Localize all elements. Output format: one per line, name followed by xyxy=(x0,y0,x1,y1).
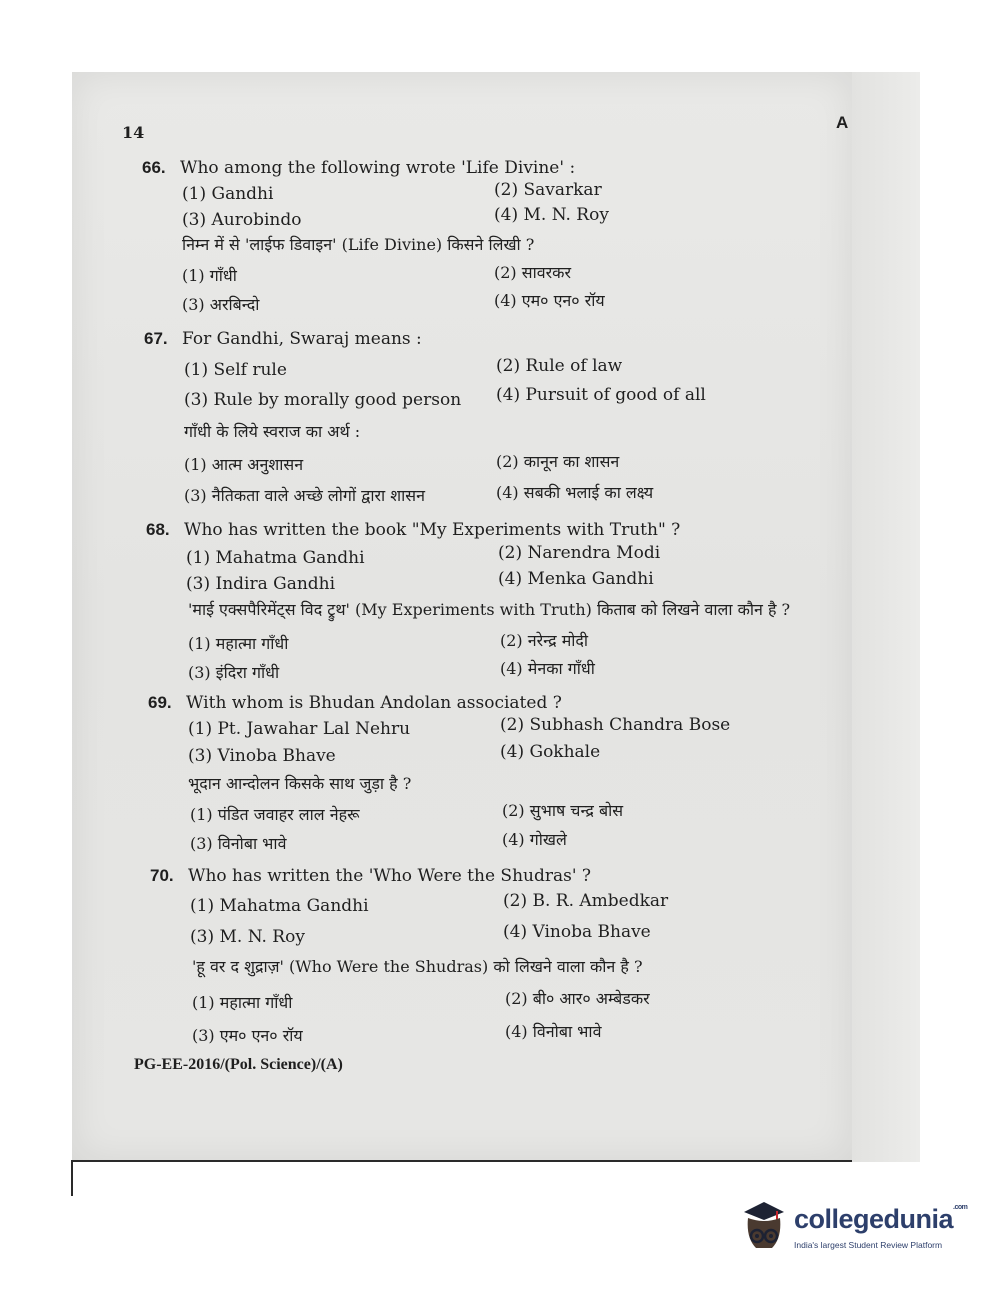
question-text-hi: 'माई एक्सपैरिमेंट्स विद ट्रुथ' (My Experiments with Truth) किताब को लिखने वाला कौन है ? xyxy=(188,600,791,619)
hi-option-2: (2) सावरकर xyxy=(494,263,571,282)
question-number: 68. xyxy=(146,520,170,539)
scan-border-left xyxy=(71,1160,73,1196)
hi-option-2: (2) सुभाष चन्द्र बोस xyxy=(502,801,624,820)
question-text-hi: गाँधी के लिये स्वराज का अर्थ : xyxy=(184,422,361,441)
question-number: 70. xyxy=(150,866,174,885)
question-text-en: 68. Who has written the book "My Experiments with Truth" ? xyxy=(146,520,681,540)
option-3: (3) M. N. Roy xyxy=(190,927,305,947)
question-text-en: 66. Who among the following wrote 'Life Divine' : xyxy=(142,158,576,178)
hi-option-1: (1) गाँधी xyxy=(182,266,237,285)
hi-option-4: (4) मेनका गाँधी xyxy=(500,659,595,678)
hi-option-1: (1) पंडित जवाहर लाल नेहरू xyxy=(190,805,360,824)
page-number: 14 xyxy=(122,123,145,142)
option-2: (2) Subhash Chandra Bose xyxy=(500,715,731,735)
hi-option-2: (2) नरेन्द्र मोदी xyxy=(500,631,589,650)
hi-option-4: (4) सबकी भलाई का लक्ष्य xyxy=(496,483,654,502)
option-1: (1) Mahatma Gandhi xyxy=(190,896,369,916)
question-number: 66. xyxy=(142,158,166,177)
question-text-en: 69. With whom is Bhudan Andolan associated ? xyxy=(148,693,562,713)
hi-option-1: (1) महात्मा गाँधी xyxy=(188,634,289,653)
brand-tagline: India's largest Student Review Platform xyxy=(794,1240,943,1250)
scanned-page-edge xyxy=(852,72,920,1162)
set-code: A xyxy=(836,113,849,132)
option-4: (4) Menka Gandhi xyxy=(498,569,654,589)
hi-option-2: (2) बी० आर० अम्बेडकर xyxy=(505,989,650,1008)
hi-option-3: (3) एम० एन० रॉय xyxy=(192,1026,303,1045)
hi-option-3: (3) अरबिन्दो xyxy=(182,295,260,314)
question-text-en: 67. For Gandhi, Swaraj means : xyxy=(144,329,422,349)
option-1: (1) Mahatma Gandhi xyxy=(186,548,365,568)
hi-option-3: (3) इंदिरा गाँधी xyxy=(188,663,280,682)
hi-option-1: (1) महात्मा गाँधी xyxy=(192,993,293,1012)
option-1: (1) Gandhi xyxy=(182,184,274,204)
hi-option-4: (4) विनोबा भावे xyxy=(505,1022,602,1041)
hi-option-3: (3) विनोबा भावे xyxy=(190,834,287,853)
option-2: (2) B. R. Ambedkar xyxy=(503,891,669,911)
option-1: (1) Self rule xyxy=(184,360,287,380)
hi-option-3: (3) नैतिकता वाले अच्छे लोगों द्वारा शासन xyxy=(184,486,425,505)
option-4: (4) Gokhale xyxy=(500,742,601,762)
brand-name: collegedunia$^{.com}$ xyxy=(794,1204,968,1234)
option-1: (1) Pt. Jawahar Lal Nehru xyxy=(188,719,411,739)
hi-option-4: (4) गोखले xyxy=(502,830,567,849)
option-2: (2) Savarkar xyxy=(494,180,602,200)
question-number: 67. xyxy=(144,329,168,348)
question-number: 69. xyxy=(148,693,172,712)
option-3: (3) Vinoba Bhave xyxy=(188,746,336,766)
option-2: (2) Narendra Modi xyxy=(498,543,661,563)
question-text-hi: निम्न में से 'लाईफ डिवाइन' (Life Divine) किसने लिखी ? xyxy=(182,235,535,254)
option-2: (2) Rule of law xyxy=(496,356,623,376)
question-text-en: 70. Who has written the 'Who Were the Shudras' ? xyxy=(150,866,592,886)
hi-option-1: (1) आत्म अनुशासन xyxy=(184,455,304,474)
option-3: (3) Aurobindo xyxy=(182,210,302,230)
hi-option-4: (4) एम० एन० रॉय xyxy=(494,291,605,310)
paper-code-footer: PG-EE-2016/(Pol. Science)/(A) xyxy=(134,1056,343,1073)
option-3: (3) Rule by morally good person xyxy=(184,390,462,410)
option-4: (4) Pursuit of good of all xyxy=(496,385,706,405)
option-4: (4) M. N. Roy xyxy=(494,205,609,225)
option-3: (3) Indira Gandhi xyxy=(186,574,336,594)
scan-border-bottom xyxy=(72,1160,852,1162)
question-text-hi: भूदान आन्दोलन किसके साथ जुड़ा है ? xyxy=(188,774,412,793)
option-4: (4) Vinoba Bhave xyxy=(503,922,651,942)
collegedunia-watermark xyxy=(736,1198,966,1258)
hi-option-2: (2) कानून का शासन xyxy=(496,452,620,471)
question-text-hi: 'हू वर द शुद्राज़' (Who Were the Shudras) को लिखने वाला कौन है ? xyxy=(192,957,643,976)
student-mascot-icon xyxy=(736,1198,792,1256)
